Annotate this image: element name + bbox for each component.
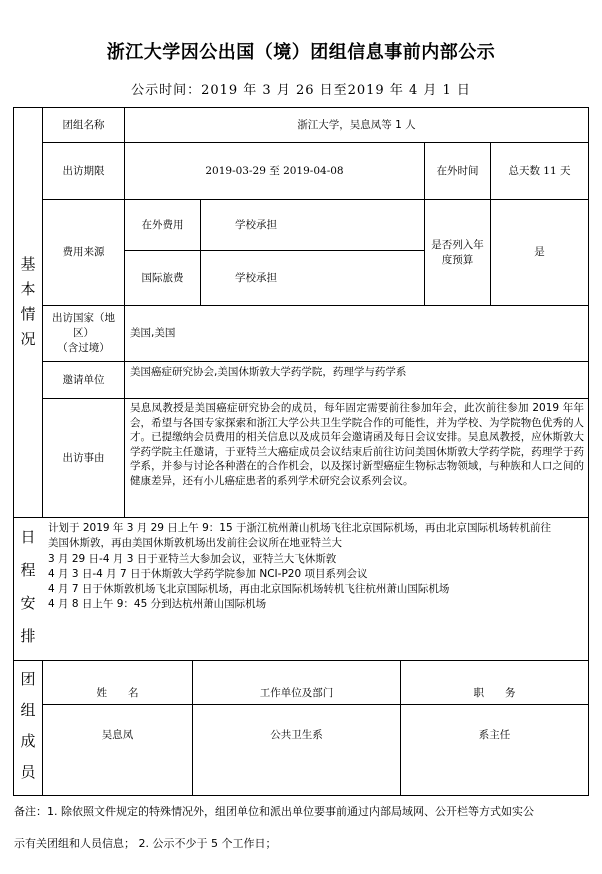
member-name: 吴息凤 — [101, 728, 134, 741]
countries-label: 出访国家（地区） （含过境） — [52, 312, 115, 354]
travel-cost-label: 国际旅费 — [141, 271, 184, 284]
abroad-cost-value: 学校承担 — [235, 218, 277, 231]
inviter-value: 美国癌症研究协会,美国休斯敦大学药学院，药理学与药学系 — [130, 365, 407, 378]
fund-source-label: 费用来源 — [62, 246, 105, 258]
reason-label: 出访事由 — [62, 451, 105, 464]
budget-label: 是否列入年度预算 — [431, 238, 484, 266]
schedule-line: 4 月 7 日于休斯敦机场飞北京国际机场，再由北京国际机场转机飞往杭州萧山国际机场 — [48, 583, 450, 596]
visit-period-label: 出访期限 — [62, 164, 105, 177]
member-title: 系主任 — [478, 728, 511, 741]
schedule-line: 3 月 29 日-4 月 3 日于亚特兰大参加会议，亚特兰大飞休斯敦 — [48, 552, 337, 565]
group-name-label: 团组名称 — [62, 118, 105, 131]
publicity-period: 公示时间：2019 年 3 月 26 日至2019 年 4 月 1 日 — [131, 83, 471, 98]
group-name-value: 浙江大学，吴息凤等 1 人 — [297, 118, 416, 131]
page-title: 浙江大学因公出国（境）团组信息事前内部公示 — [106, 42, 496, 63]
members-col-unit: 工作单位及部门 — [259, 686, 334, 699]
divider — [13, 517, 589, 518]
section-label-members: 团 组 成 员 — [20, 670, 36, 781]
abroad-cost-label: 在外费用 — [141, 218, 184, 231]
section-label-schedule: 日 程 安 排 — [20, 528, 36, 645]
schedule-line: 4 月 3 日-4 月 7 日于休斯敦大学药学院参加 NCI-P20 项目系列会议 — [48, 567, 368, 580]
member-unit: 公共卫生系 — [270, 728, 323, 741]
budget-value: 是 — [534, 246, 545, 258]
abroad-time-label: 在外时间 — [436, 164, 479, 177]
note-line-2: 示有关团组和人员信息； 2. 公示不少于 5 个工作日； — [14, 837, 277, 850]
countries-value: 美国,美国 — [130, 327, 176, 339]
members-col-name: 姓 名 — [96, 686, 139, 699]
schedule-list — [48, 521, 584, 613]
members-col-title: 职 务 — [473, 686, 516, 699]
travel-cost-value: 学校承担 — [235, 271, 277, 284]
inviter-label: 邀请单位 — [62, 373, 105, 386]
note-line-1: 备注：1. 除依照文件规定的特殊情况外，组团单位和派出单位要事前通过内部局域网、公开栏等方式如实公 — [14, 805, 534, 818]
schedule-line: 计划于 2019 年 3 月 29 日上午 9：15 于浙江杭州萧山机场飞往北京国际机场，再由北京国际机场转机前往 — [48, 522, 552, 534]
visit-period-value: 2019-03-29 至 2019-04-08 — [205, 164, 344, 177]
schedule-line: 美国休斯敦，再由美国休斯敦机场出发前往会议所在地亚特兰大 — [48, 537, 342, 550]
section-label-basic: 基 本 情 况 — [20, 255, 36, 348]
reason-text: 吴息凤教授是美国癌症研究协会的成员，每年固定需要前往参加年会，此次前往参加 2019 年年会，希望与各国专家探索和浙江大学公共卫生学院合作的可能性，并为学校、为学院物色优秀的人才。已提缴纳会员费用的相关信息以及成员年会邀请函及每日会议安排。吴息凤教授，应休斯敦大学药学院主任邀请，于亚特兰大癌症成员会议结束后前往访问美国休斯敦大学药学院，药理学于药学系，并参与讨论各种潜在的合作机会，以及探讨新型癌症生物标志物领域，与种族和人口之间的健康差异，还有小儿癌症患者的系列学术研究会议系列会议。 — [130, 402, 584, 487]
schedule-line: 4 月 8 日上午 9：45 分到达杭州萧山国际机场 — [48, 598, 267, 611]
divider — [13, 660, 589, 661]
abroad-time-value: 总天数 11 天 — [508, 164, 571, 177]
